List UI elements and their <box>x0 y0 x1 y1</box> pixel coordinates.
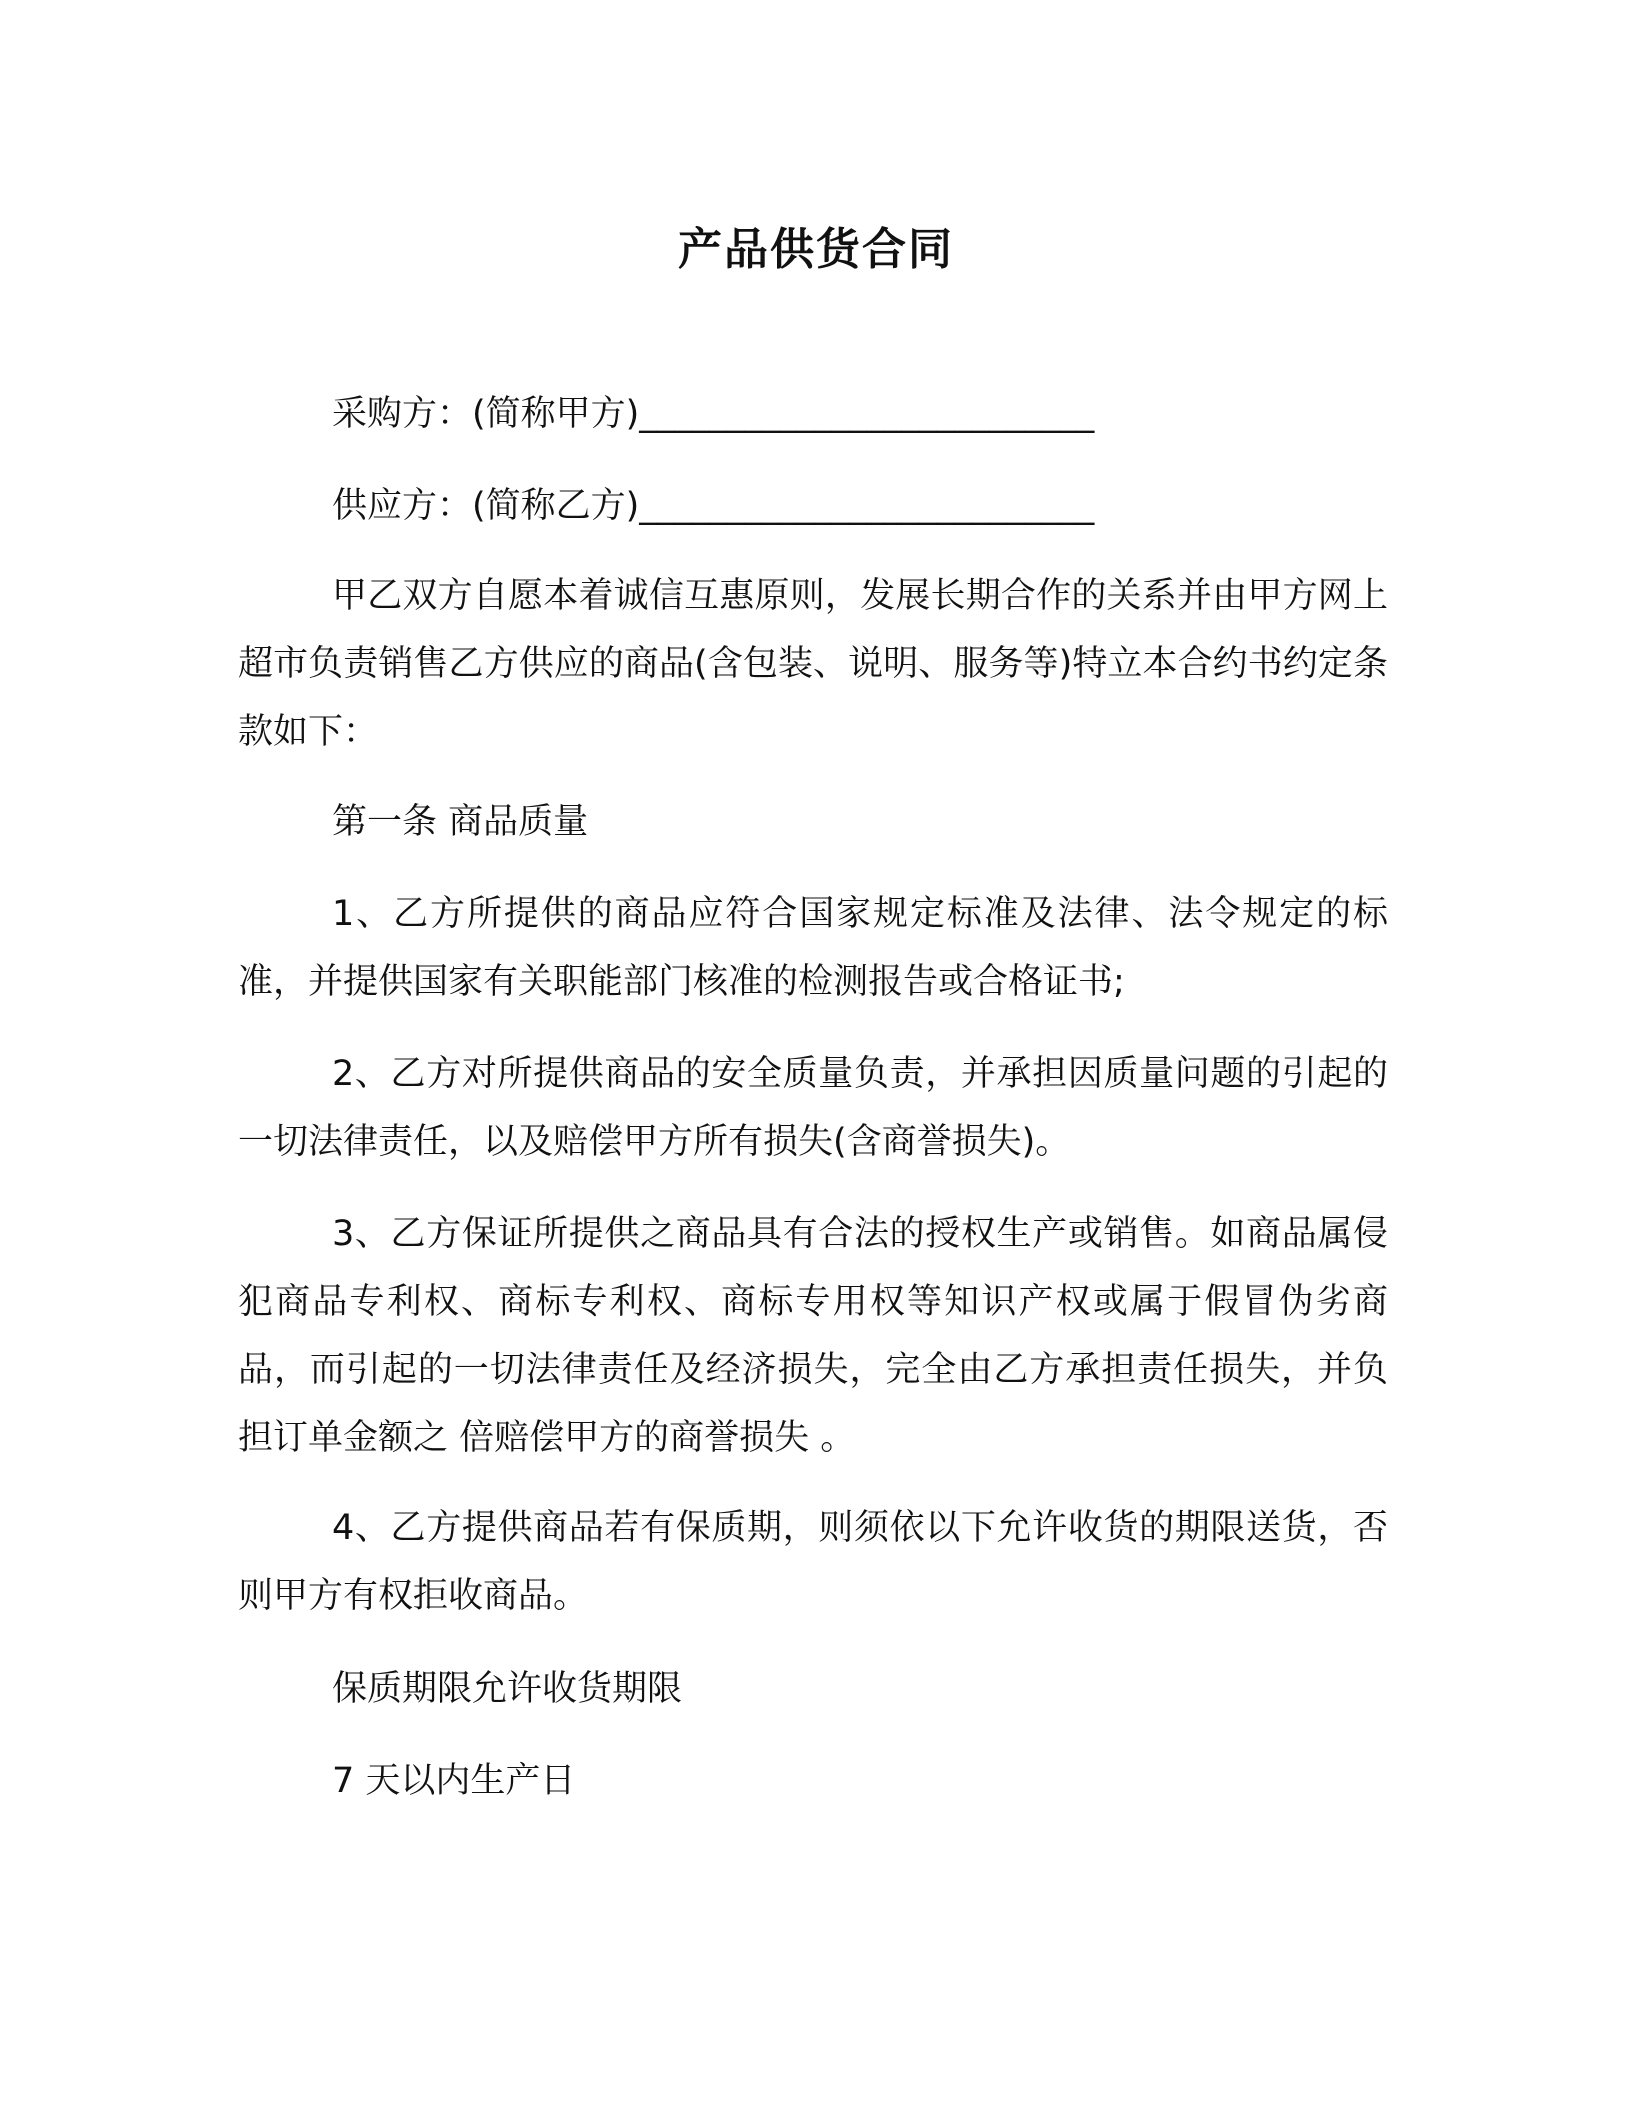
supplier-line: 供应方：(简称乙方)__________________________ <box>332 486 1095 526</box>
buyer-line: 采购方：(简称甲方)__________________________ <box>332 394 1095 434</box>
clause-2: 2、乙方对所提供商品的安全质量负责，并承担因质量问题的引起的一切法律责任，以及赔偿甲方所有损失(含商誉损失)。 <box>238 1054 1388 1162</box>
shelf-life-heading: 保质期限允许收货期限 <box>332 1669 683 1709</box>
document-title: 产品供货合同 <box>678 224 954 275</box>
article-1-heading: 第一条 商品质量 <box>332 802 589 842</box>
intro-paragraph: 甲乙双方自愿本着诚信互惠原则，发展长期合作的关系并由甲方网上超市负责销售乙方供应的商品(含包装、说明、服务等)特立本合约书约定条款如下： <box>238 576 1388 752</box>
clause-3: 3、乙方保证所提供之商品具有合法的授权生产或销售。如商品属侵犯商品专利权、商标专利权、商标专用权等知识产权或属于假冒伪劣商品，而引起的一切法律责任及经济损失，完全由乙方承担责任损失，并负担订单金额之 倍赔偿甲方的商誉损失 。 <box>238 1214 1388 1458</box>
clause-1: 1、乙方所提供的商品应符合国家规定标准及法律、法令规定的标准，并提供国家有关职能部门核准的检测报告或合格证书; <box>238 894 1388 1002</box>
clause-4: 4、乙方提供商品若有保质期，则须依以下允许收货的期限送货，否则甲方有权拒收商品。 <box>238 1508 1388 1616</box>
shelf-life-row: 7 天以内生产日 <box>332 1761 576 1801</box>
